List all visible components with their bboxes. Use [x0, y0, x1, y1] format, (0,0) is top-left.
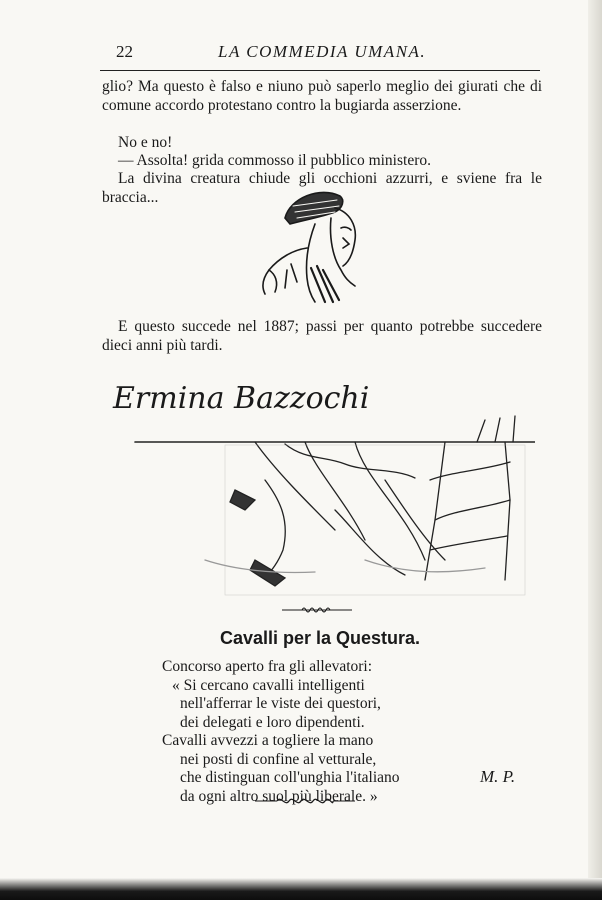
- scroll-ornament: [255, 794, 355, 808]
- paragraph-3: — Assolta! grida commosso il pubblico ministero.: [118, 152, 431, 169]
- paragraph-no-e-no: [102, 134, 542, 153]
- paragraph-5: E questo succede nel 1887; passi per quanto potrebbe succedere dieci anni più tardi.: [102, 318, 542, 354]
- page-number: 22: [116, 42, 133, 61]
- poem-line: che distinguan coll'unghia l'italiano: [180, 769, 400, 786]
- page-edge-right: [588, 0, 602, 900]
- page-edge-bottom: [0, 878, 602, 900]
- page-header: [100, 42, 540, 68]
- paragraph-1887: [102, 318, 542, 355]
- poem-line: Cavalli avvezzi a togliere la mano: [162, 732, 374, 749]
- header-rule: [100, 70, 540, 71]
- poem-title: Cavalli per la Questura.: [219, 628, 421, 648]
- running-title: LA COMMEDIA UMANA.: [218, 42, 427, 61]
- paragraph-continuation: [102, 78, 542, 115]
- poem-line: nell'afferrar le viste dei questori,: [180, 695, 381, 712]
- poem-line: da ogni altro suol più liberale. »: [180, 787, 378, 805]
- paragraph-1: glio? Ma questo è falso e niuno può saperlo meglio dei giurati che di comune accordo protestano contro la bugiarda asserzione.: [102, 78, 542, 114]
- paragraph-2: No e no!: [118, 134, 173, 151]
- signature-text: Ermina Bazzochi: [113, 381, 370, 416]
- fainting-woman-chair-illustration: [105, 360, 535, 600]
- poem-line: nei posti di confine al vetturale,: [180, 750, 377, 768]
- paragraph-assolta: [102, 152, 542, 171]
- poem-line: dei delegati e loro dipendenti.: [180, 713, 365, 731]
- poem-initials: M. P.: [480, 767, 516, 786]
- wavy-rule-ornament: [282, 604, 352, 616]
- poem-line: « Si cercano cavalli intelligenti: [172, 676, 365, 694]
- paragraph-4: La divina creatura chiude gli occhioni azzurri, e sviene fra le braccia...: [102, 170, 542, 206]
- woman-sketch-illustration: [245, 178, 395, 308]
- poem-line: Concorso aperto fra gli allevatori:: [162, 658, 373, 675]
